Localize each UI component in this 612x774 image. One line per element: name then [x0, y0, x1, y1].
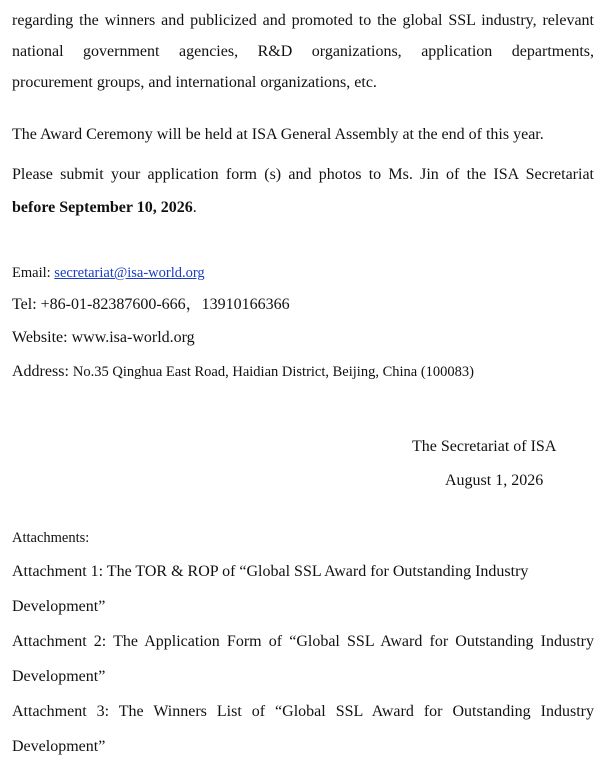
signature-organization: The Secretariat of ISA — [412, 438, 557, 455]
website-line: Website: www.isa-world.org — [12, 329, 195, 346]
attachment-item: Attachment 2: The Application Form of “Global SSL Award for Outstanding Industry — [12, 633, 594, 650]
signature-date: August 1, 2026 — [445, 472, 544, 489]
paragraph-line: procurement groups, and international organizations, etc. — [12, 74, 377, 91]
attachment-item-continued: Development” — [12, 668, 106, 685]
attachment-item: Attachment 3: The Winners List of “Global SSL Award for Outstanding Industry — [12, 703, 594, 720]
paragraph-line: national government agencies, R&D organizations, application departments, — [12, 43, 594, 60]
submission-deadline-line — [12, 198, 197, 218]
email-link[interactable]: secretariat@isa-world.org — [54, 265, 205, 281]
attachment-item-continued: Development” — [12, 598, 106, 615]
paragraph-line: regarding the winners and publicized and promoted to the global SSL industry, relevant — [12, 12, 594, 29]
ceremony-notice: The Award Ceremony will be held at ISA General Assembly at the end of this year. — [12, 126, 544, 143]
attachment-item-continued: Development” — [12, 738, 106, 755]
address-label: Address: — [12, 363, 73, 380]
address-line — [12, 362, 474, 382]
email-label: Email: — [12, 265, 55, 281]
submission-deadline: before September 10, 2026 — [12, 199, 193, 216]
tel-line: Tel: +86-01-82387600-666，13910166366 — [12, 296, 290, 313]
email-line — [12, 263, 205, 283]
submission-instruction: Please submit your application form (s) and photos to Ms. Jin of the ISA Secretariat — [12, 166, 594, 183]
attachment-item: Attachment 1: The TOR & ROP of “Global SSL Award for Outstanding Industry — [12, 563, 529, 580]
address-value: No.35 Qinghua East Road, Haidian District, Beijing, China (100083) — [72, 364, 474, 380]
deadline-period: . — [192, 199, 197, 216]
attachments-heading: Attachments: — [12, 530, 90, 546]
